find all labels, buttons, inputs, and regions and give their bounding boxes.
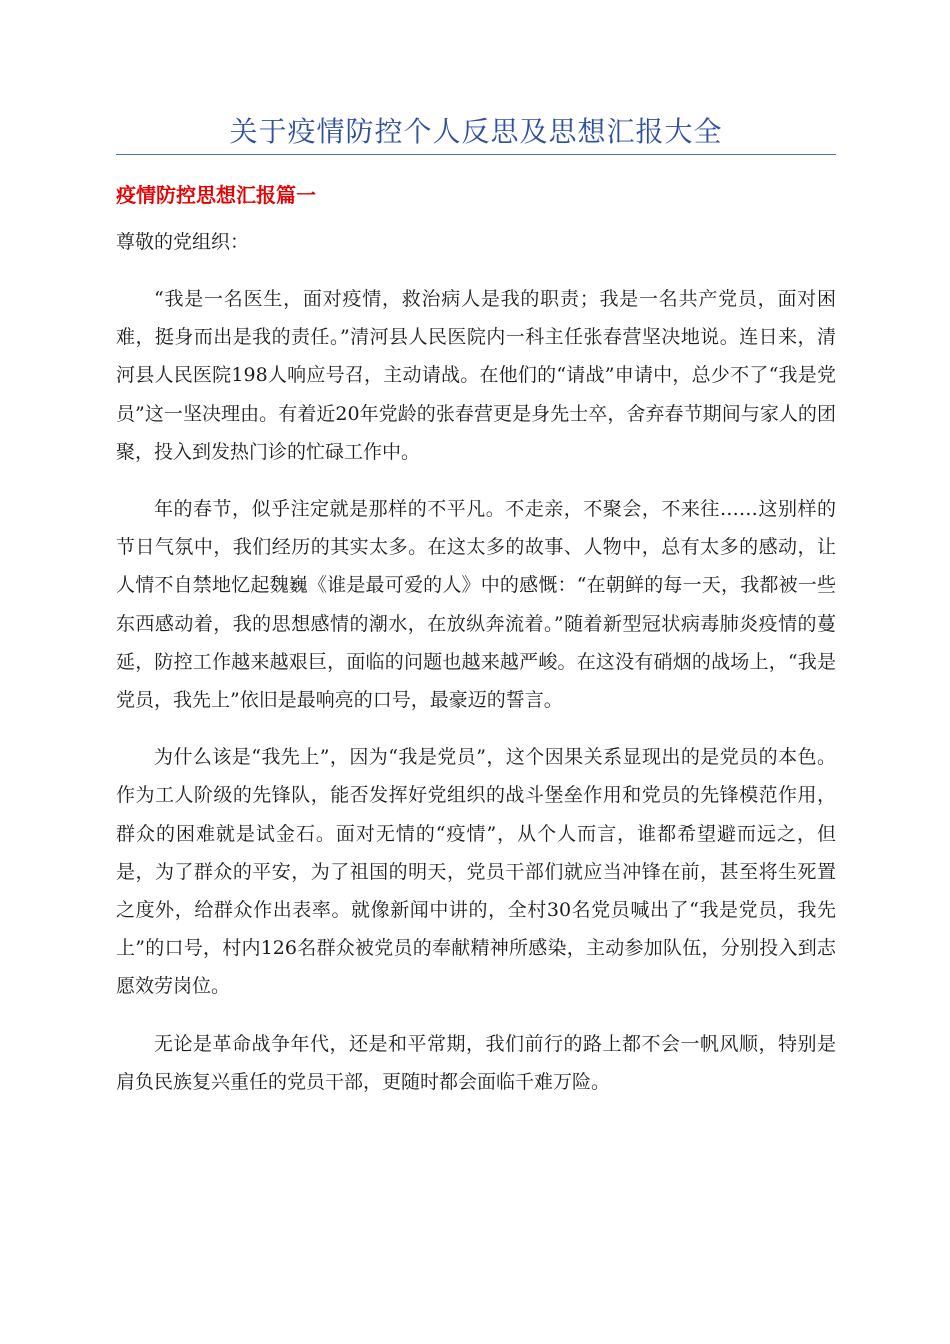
page-title: 关于疫情防控个人反思及思想汇报大全 [229,115,723,148]
salutation: 尊敬的党组织： [116,231,250,253]
paragraph-2: 年的春节，似乎注定就是那样的不平凡。不走亲，不聚会，不来往……这别样的节日气氛中，我们经历的其实太多。在这太多的故事、人物中，总有太多的感动，让人情不自禁地忆起魏巍《谁是最可爱的人》中的感慨：“在朝鲜的每一天，我都被一些东西感动着，我的思想感情的潮水，在放纵奔流着。”随着新型冠状病毒肺炎疫情的蔓延，防控工作越来越艰巨，面临的问题也越来越严峻。在这没有硝烟的战场上，“我是党员，我先上”依旧是最响亮的口号，最豪迈的誓言。 [116,498,836,712]
section-heading: 疫情防控思想汇报篇一 [116,183,316,207]
body-text [116,280,836,1120]
title-divider [116,154,836,155]
paragraph-4: 无论是革命战争年代，还是和平常期，我们前行的路上都不会一帆风顺，特别是肩负民族复兴重任的党员干部，更随时都会面临千难万险。 [116,1032,836,1093]
paragraph-1: “我是一名医生，面对疫情，救治病人是我的职责；我是一名共产党员，面对困难，挺身而出是我的责任。”清河县人民医院内一科主任张春营坚决地说。连日来，清河县人民医院198人响应号召，主动请战。在他们的“请战”申请中，总少不了“我是党员”这一坚决理由。有着近20年党龄的张春营更是身先士卒，舍弃春节期间与家人的团聚，投入到发热门诊的忙碌工作中。 [116,288,836,463]
paragraph-3: 为什么该是“我先上”，因为“我是党员”，这个因果关系显现出的是党员的本色。作为工人阶级的先锋队，能否发挥好党组织的战斗堡垒作用和党员的先锋模范作用，群众的困难就是试金石。面对无情的“疫情”，从个人而言，谁都希望避而远之，但是，为了群众的平安，为了祖国的明天，党员干部们就应当冲锋在前，甚至将生死置之度外，给群众作出表率。就像新闻中讲的，全村30名党员喊出了“我是党员，我先上”的口号，村内126名群众被党员的奉献精神所感染，主动参加队伍，分别投入到志愿效劳岗位。 [116,746,836,998]
